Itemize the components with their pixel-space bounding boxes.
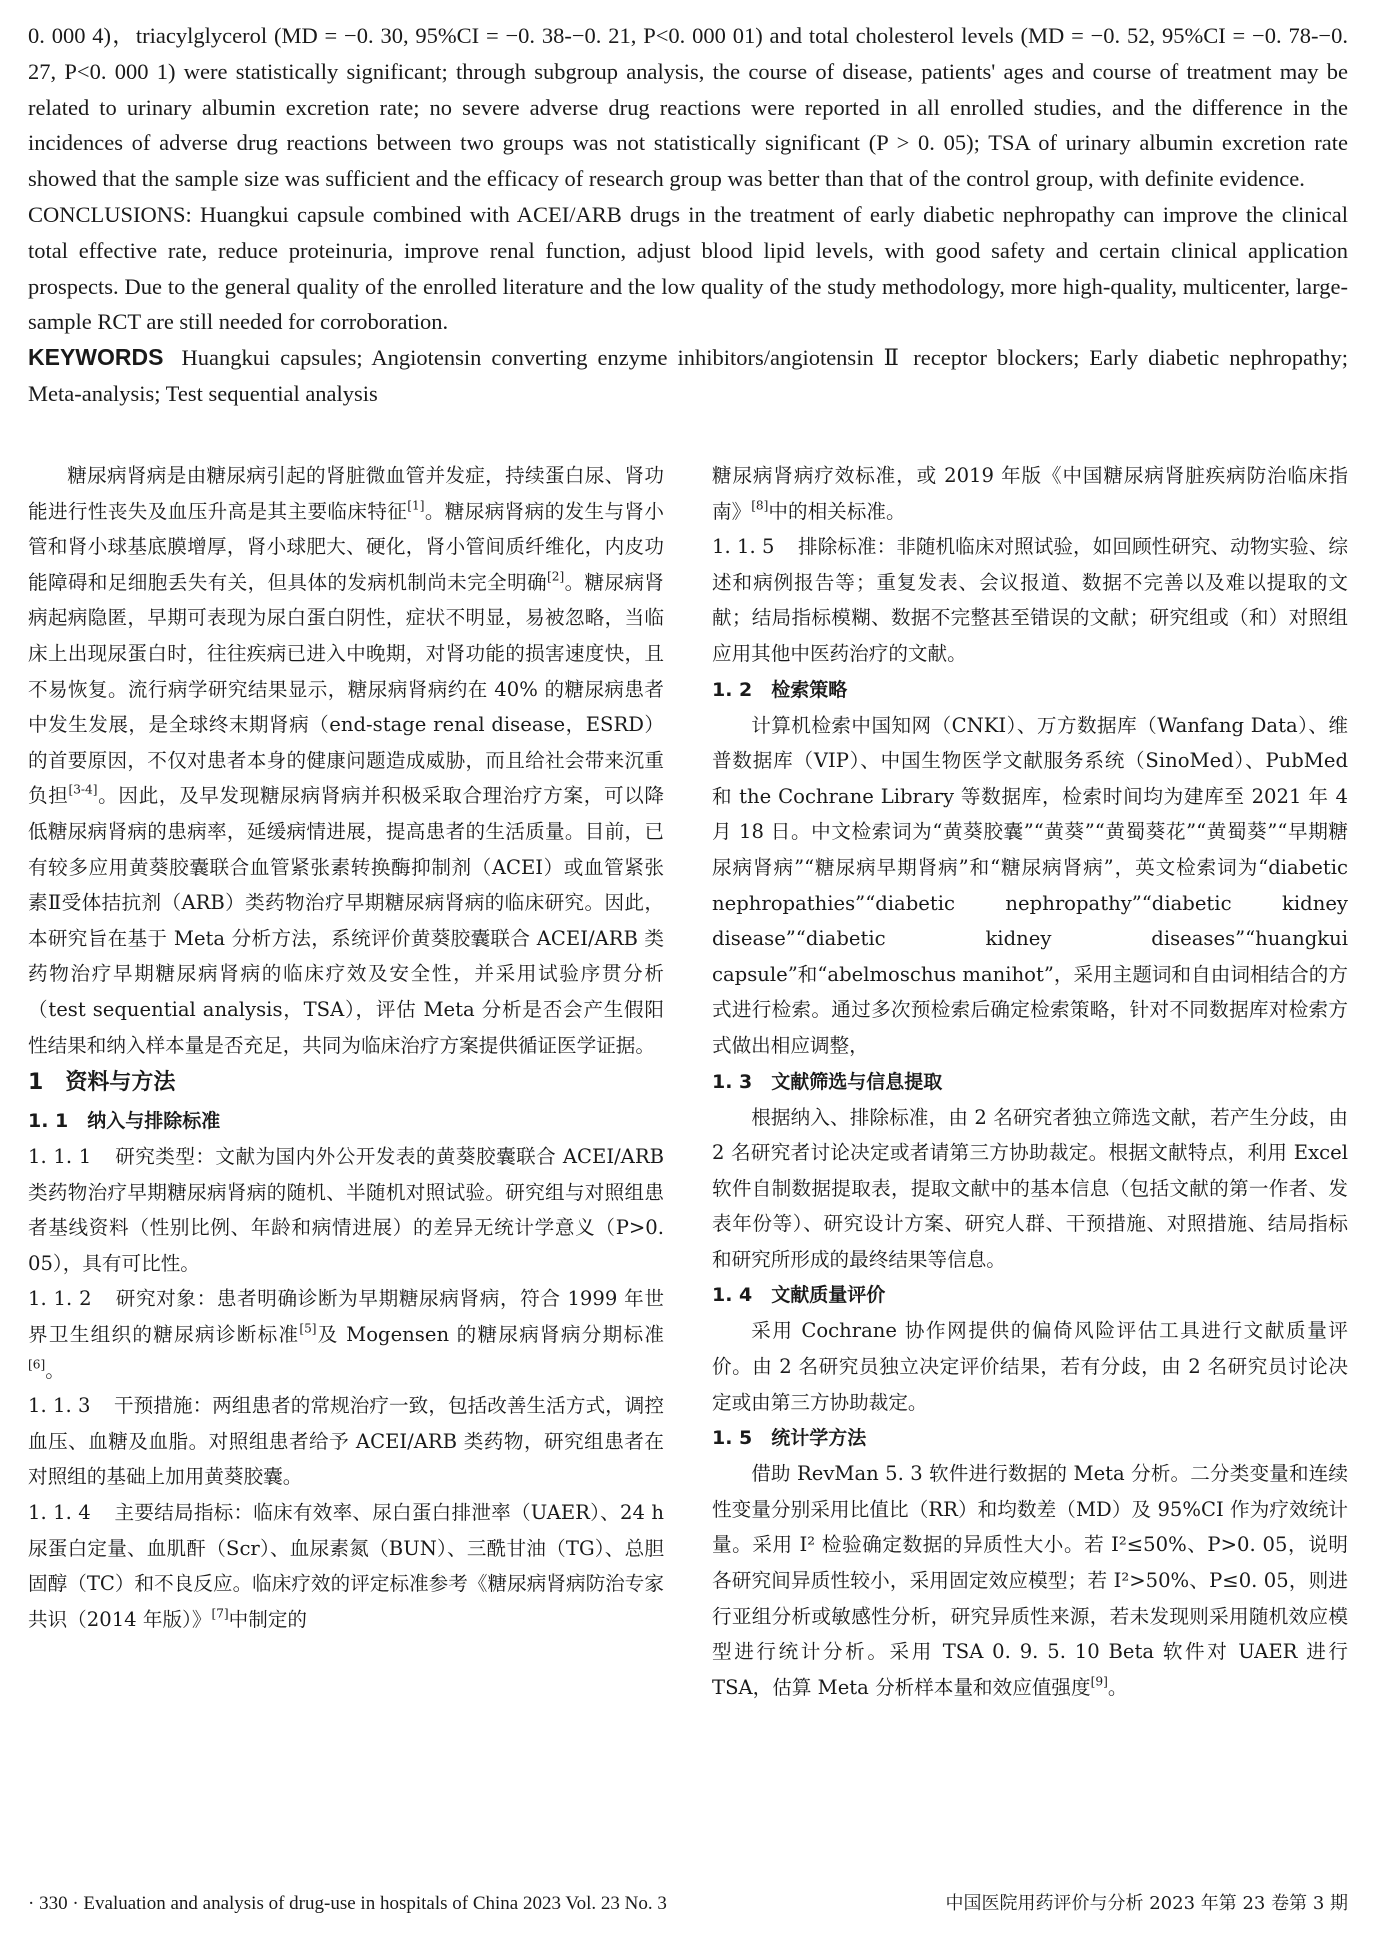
paragraph-1-1-1 [28, 1139, 664, 1281]
item-text: 中制定的 [228, 1607, 308, 1631]
citation: [3-4] [68, 782, 98, 797]
intro-text: 糖尿病肾病是由糖尿病引起的肾脏微血管并发症，持续蛋白尿、肾功能进行性丧失及血压升高是其主要临床特征 [28, 464, 664, 523]
right-column [712, 458, 1348, 1705]
citation: [8] [751, 498, 769, 513]
item-text: 干预措施：两组患者的常规治疗一致，包括改善生活方式，调控血压、血糖及血脂。对照组患者给予 ACEI/ARB 类药物，研究组患者在对照组的基础上加用黄葵胶囊。 [28, 1394, 665, 1489]
paragraph-quality-assessment: 采用 Cochrane 协作网提供的偏倚风险评估工具进行文献质量评价。由 2 名研究员独立决定评价结果，若有分歧，由 2 名研究员讨论决定或由第三方协助裁定。 [712, 1319, 1348, 1414]
english-abstract [28, 18, 1348, 412]
paragraph-screening: 根据纳入、排除标准，由 2 名研究者独立筛选文献，若产生分歧，由 2 名研究者讨论决定或者请第三方协助裁定。根据文献特点，利用 Excel 软件自制数据提取表，提取文献中的基本信息（包括文献的第一作者、发表年份等）、研究设计方案、研究人群、干预措施、对照措施、结局指标和研究所形成的最终结果等信息。 [712, 1105, 1348, 1271]
paragraph-statistics [712, 1456, 1348, 1705]
subsection-title: 纳入与排除标准 [87, 1110, 221, 1133]
subsection-number: 1. 5 [712, 1427, 753, 1450]
item-text: 研究类型：文献为国内外公开发表的黄葵胶囊联合 ACEI/ARB 类药物治疗早期糖尿病肾病的随机、半随机对照试验。研究组与对照组患者基线资料（性别比例、年龄和病情进展）的差异无统计学意义（P>0. 05），具有可比性。 [28, 1145, 664, 1275]
paragraph-1-1-2 [28, 1281, 664, 1388]
paragraph-1-1-5 [712, 529, 1348, 671]
keywords-text: Huangkui capsules; Angiotensin converting enzyme inhibitors/angiotensin Ⅱ receptor blockers; Early diabetic nephropathy; Meta-analysis; Test sequential analysis [28, 345, 1348, 406]
subsection-number: 1. 1 [28, 1110, 69, 1133]
page-footer [28, 1889, 1348, 1919]
item-text: 中的相关标准。 [768, 499, 906, 523]
subsection-title: 统计学方法 [771, 1427, 867, 1450]
paragraph-1-1-4 [28, 1495, 664, 1637]
item-text: 糖尿病肾病疗效标准，或 2019 年版《中国糖尿病肾脏疾病防治临床指南》 [712, 464, 1348, 523]
footer-journal-chinese: 中国医院用药评价与分析 2023 年第 23 卷第 3 期 [945, 1893, 1348, 1914]
abstract-keywords [28, 340, 1348, 412]
section-number: 1 [28, 1070, 44, 1096]
citation: [6] [28, 1357, 46, 1372]
subsection-heading-1-4 [712, 1277, 1348, 1313]
citation: [9] [1090, 1674, 1108, 1689]
subsection-number: 1. 3 [712, 1070, 753, 1093]
item-number: 1. 1. 3 [28, 1394, 91, 1418]
intro-text: 。糖尿病肾病起病隐匿，早期可表现为尿白蛋白阴性，症状不明显，易被忽略，当临床上出现尿蛋白时，往往疾病已进入中晚期，对肾功能的损害速度快，且不易恢复。流行病学研究结果显示，糖尿病肾病约在 40% 的糖尿病患者中发生发展，是全球终末期肾病（end-stage renal disease，ESRD）的首要原因，不仅对患者本身的健康问题造成威胁，而且给社会带来沉重负担 [28, 570, 665, 808]
item-number: 1. 1. 1 [28, 1145, 92, 1169]
intro-text: 。因此，及早发现糖尿病肾病并积极采取合理治疗方案，可以降低糖尿病肾病的患病率，延缓病情进展，提高患者的生活质量。目前，已有较多应用黄葵胶囊联合血管紧张素转换酶抑制剂（ACEI）或血管紧张素Ⅱ受体拮抗剂（ARB）类药物治疗早期糖尿病肾病的临床研究。因此，本研究旨在基于 Meta 分析方法，系统评价黄葵胶囊联合 ACEI/ARB 类药物治疗早期糖尿病肾病的临床疗效及安全性，并采用试验序贯分析（test sequential analysis，TSA），评估 Meta 分析是否会产生假阳性结果和纳入样本量是否充足，共同为临床治疗方案提供循证医学证据。 [28, 784, 665, 1057]
paragraph-search-strategy: 计算机检索中国知网（CNKI）、万方数据库（Wanfang Data）、维普数据库（VIP）、中国生物医学文献服务系统（SinoMed）、PubMed 和 the Cochrane Library 等数据库，检索时间均为建库至 2021 年 4 月 18 日。中文检索词为“黄葵胶囊”“黄葵”“黄蜀葵花”“黄蜀葵”“早期糖尿病肾病”“糖尿病早期肾病”和“糖尿病肾病”，英文检索词为“diabetic nephropathies”“diabetic nephropathy”“diabetic kidney disease”“diabetic kidney diseases”“huangkui capsule”和“abelmoschus manihot”，采用主题词和自由词相结合的方式进行检索。通过多次预检索后确定检索策略，针对不同数据库对检索方式做出相应调整， [712, 713, 1348, 1057]
subsection-number: 1. 4 [712, 1284, 753, 1307]
subsection-heading-1-3 [712, 1064, 1348, 1100]
item-number: 1. 1. 5 [712, 535, 775, 559]
subsection-title: 检索策略 [771, 678, 848, 701]
abstract-conclusions: CONCLUSIONS: Huangkui capsule combined with ACEI/ARB drugs in the treatment of early diabetic nephropathy can improve the clinical total effective rate, reduce proteinuria, improve renal function, adjust blood lipid levels, with good safety and certain clinical application prospects. Due to the general quality of the enrolled literature and the low quality of the study methodology, more high-quality, multicenter, large-sample RCT are still needed for corroboration. [28, 201, 1348, 335]
citation: [2] [547, 569, 565, 584]
citation: [5] [299, 1321, 317, 1336]
item-number: 1. 1. 2 [28, 1287, 92, 1311]
subsection-heading-1-1 [28, 1103, 664, 1139]
paragraph-1-1-4-continued [712, 458, 1348, 529]
subsection-title: 文献质量评价 [771, 1284, 886, 1307]
item-text: 及 Mogensen 的糖尿病肾病分期标准 [316, 1323, 665, 1347]
section-heading-1 [28, 1063, 664, 1103]
subsection-number: 1. 2 [712, 678, 753, 701]
item-text: 借助 RevMan 5. 3 软件进行数据的 Meta 分析。二分类变量和连续性变量分别采用比值比（RR）和均数差（MD）及 95%CI 作为疗效统计量。采用 I² 检验确定数据的异质性大小。若 I²≤50%、P>0. 05，说明各研究间异质性较小，采用固定效应模型；若 I²>50%、P≤0. 05，则进行亚组分析或敏感性分析，研究异质性来源，若未发现则采用随机效应模型进行统计分析。采用 TSA 0. 9. 5. 10 Beta 软件对 UAER 进行 TSA，估算 Meta 分析样本量和效应值强度 [712, 1462, 1348, 1699]
item-text: 研究对象：患者明确诊断为早期糖尿病肾病，符合 1999 年世界卫生组织的糖尿病诊断标准 [28, 1287, 665, 1347]
item-number: 1. 1. 4 [28, 1501, 91, 1525]
abstract-results-continued: 0. 000 4)，triacylglycerol (MD = −0. 30, 95%CI = −0. 38-−0. 21, P<0. 000 01) and total cholesterol levels (MD = −0. 52, 95%CI = −0. 78-−0. 27, P<0. 000 1) were statistically significant; through subgroup analysis, the course of disease, patients' ages and course of treatment may be related to urinary albumin excretion rate; no severe adverse drug reactions were reported in all enrolled studies, and the difference in the incidences of adverse drug reactions between two groups was not statistically significant (P > 0. 05); TSA of urinary albumin excretion rate showed that the sample size was sufficient and the efficacy of research group was better than that of the control group, with definite evidence. [28, 23, 1348, 192]
section-title: 资料与方法 [65, 1070, 176, 1096]
citation: [1] [407, 498, 425, 513]
introduction-paragraph [28, 458, 664, 1063]
subsection-heading-1-2 [712, 672, 1348, 708]
citation: [7] [211, 1606, 229, 1621]
body-columns [28, 458, 1348, 1848]
item-text: 排除标准：非随机临床对照试验，如回顾性研究、动物实验、综述和病例报告等；重复发表、会议报道、数据不完善以及难以提取的文献；结局指标模糊、数据不完整甚至错误的文献；研究组或（和）对照组应用其他中医药治疗的文献。 [712, 535, 1349, 665]
keywords-label: KEYWORDS [28, 344, 164, 371]
paragraph-1-1-3 [28, 1388, 664, 1495]
intro-text: 。糖尿病肾病的发生与肾小管和肾小球基底膜增厚，肾小球肥大、硬化，肾小管间质纤维化，内皮功能障碍和足细胞丢失有关，但具体的发病机制尚未完全明确 [28, 499, 665, 594]
item-text: 。 [1107, 1675, 1128, 1699]
item-text: 主要结局指标：临床有效率、尿白蛋白排泄率（UAER）、24 h 尿蛋白定量、血肌酐（Scr）、血尿素氮（BUN）、三酰甘油（TG）、总胆固醇（TC）和不良反应。临床疗效的评定标准参考《糖尿病肾病防治专家共识（2014 年版）》 [28, 1501, 664, 1631]
footer-journal-english: · 330 · Evaluation and analysis of drug-use in hospitals of China 2023 Vol. 23 No. 3 [28, 1893, 667, 1914]
subsection-heading-1-5 [712, 1420, 1348, 1456]
left-column [28, 458, 664, 1637]
item-text: 。 [45, 1358, 65, 1382]
subsection-title: 文献筛选与信息提取 [771, 1070, 943, 1093]
